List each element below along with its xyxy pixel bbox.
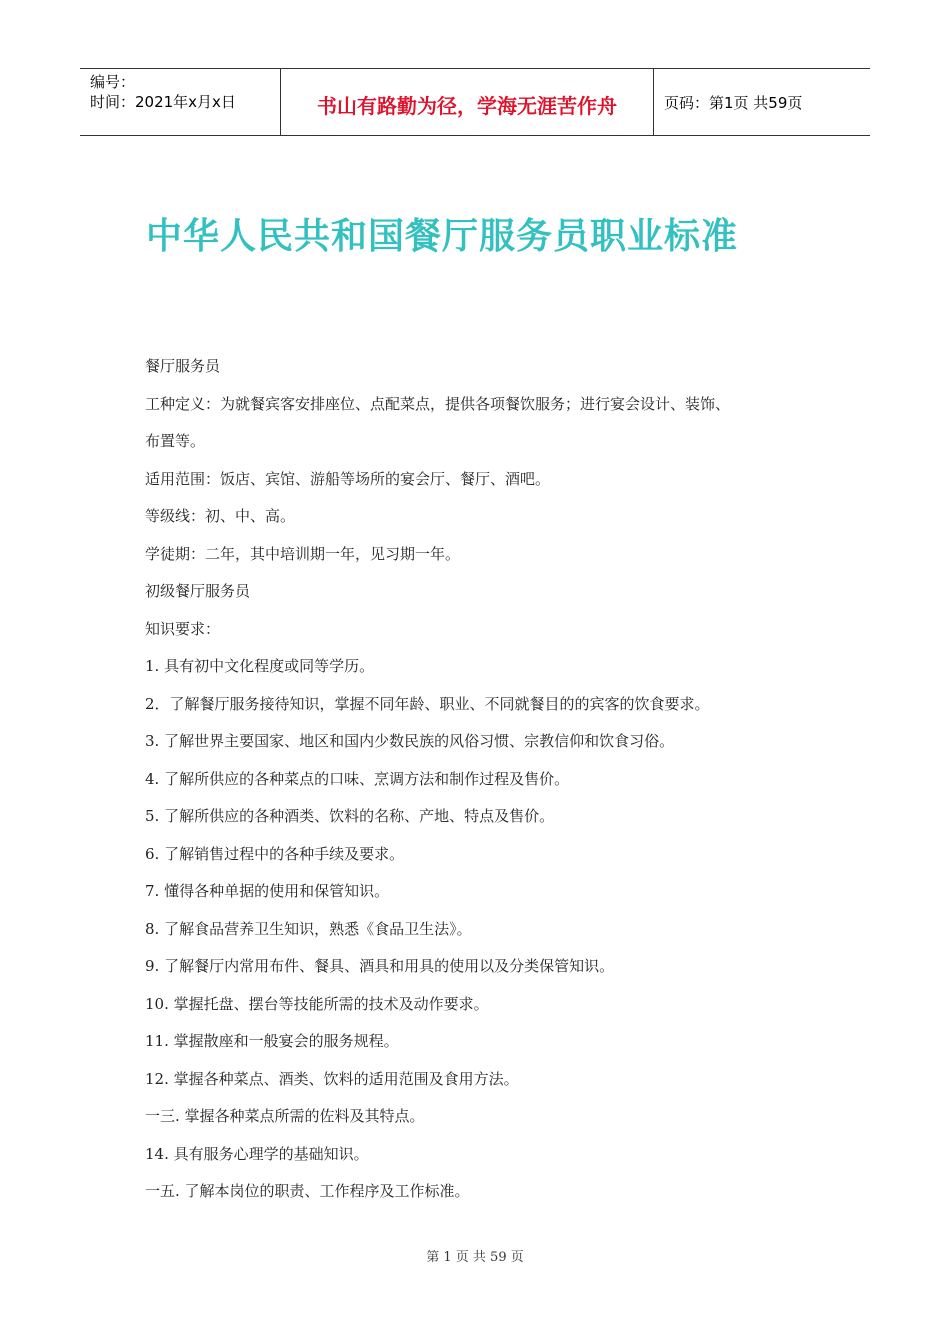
list-item: 6. 了解销售过程中的各种手续及要求。 [145, 844, 405, 863]
page-footer: 第 1 页 共 59 页 [426, 1250, 524, 1265]
list-item: 12. 掌握各种菜点、酒类、饮料的适用范围及食用方法。 [145, 1069, 519, 1088]
list-item: 1. 具有初中文化程度或同等学历。 [145, 657, 375, 675]
paragraph: 餐厅服务员 [145, 357, 221, 375]
list-item: 一五. 了解本岗位的职责、工作程序及工作标准。 [145, 1182, 470, 1200]
paragraph: 初级餐厅服务员 [145, 582, 251, 600]
paragraph: 学徒期：二年，其中培训期一年，见习期一年。 [145, 544, 461, 563]
paragraph: 等级线：初、中、高。 [145, 507, 296, 525]
list-item: 2．了解餐厅服务接待知识，掌握不同年龄、职业、不同就餐目的的宾客的饮食要求。 [145, 694, 710, 713]
document-number-label: 编号： [90, 73, 136, 91]
list-item: 3. 了解世界主要国家、地区和国内少数民族的风俗习惯、宗教信仰和饮食习俗。 [145, 732, 675, 750]
document-title: 中华人民共和国餐厅服务员职业标准 [146, 216, 739, 257]
list-item: 4. 了解所供应的各种菜点的口味、烹调方法和制作过程及售价。 [145, 769, 570, 788]
list-item: 14. 具有服务心理学的基础知识。 [145, 1144, 369, 1163]
list-item: 5. 了解所供应的各种酒类、饮料的名称、产地、特点及售价。 [145, 807, 555, 825]
header-table [80, 68, 870, 136]
list-item: 9. 了解餐厅内常用布件、餐具、酒具和用具的使用以及分类保管知识。 [145, 957, 615, 975]
list-item: 8. 了解食品营养卫生知识，熟悉《食品卫生法》。 [145, 919, 472, 938]
header-page-info: 页码：第1页 共59页 [664, 93, 803, 112]
list-item: 11. 掌握散座和一般宴会的服务规程。 [145, 1032, 399, 1050]
paragraph: 适用范围：饭店、宾馆、游船等场所的宴会厅、餐厅、酒吧。 [145, 469, 551, 488]
header-motto: 书山有路勤为径，学海无涯苦作舟 [317, 93, 617, 118]
header-meta-cell [80, 69, 281, 135]
paragraph: 布置等。 [145, 432, 206, 450]
paragraph: 工种定义：为就餐宾客安排座位、点配菜点，提供各项餐饮服务；进行宴会设计、装饰、 [145, 394, 731, 413]
list-item: 7. 懂得各种单据的使用和保管知识。 [145, 882, 390, 900]
paragraph: 知识要求： [145, 619, 221, 638]
list-item: 一三. 掌握各种菜点所需的佐料及其特点。 [145, 1107, 425, 1125]
list-item: 10. 掌握托盘、摆台等技能所需的技术及动作要求。 [145, 994, 489, 1013]
document-body [145, 348, 805, 1211]
header-motto-cell [281, 69, 654, 135]
header-page-cell [654, 69, 870, 135]
document-date-label: 时间：2021年x月x日 [90, 93, 236, 111]
